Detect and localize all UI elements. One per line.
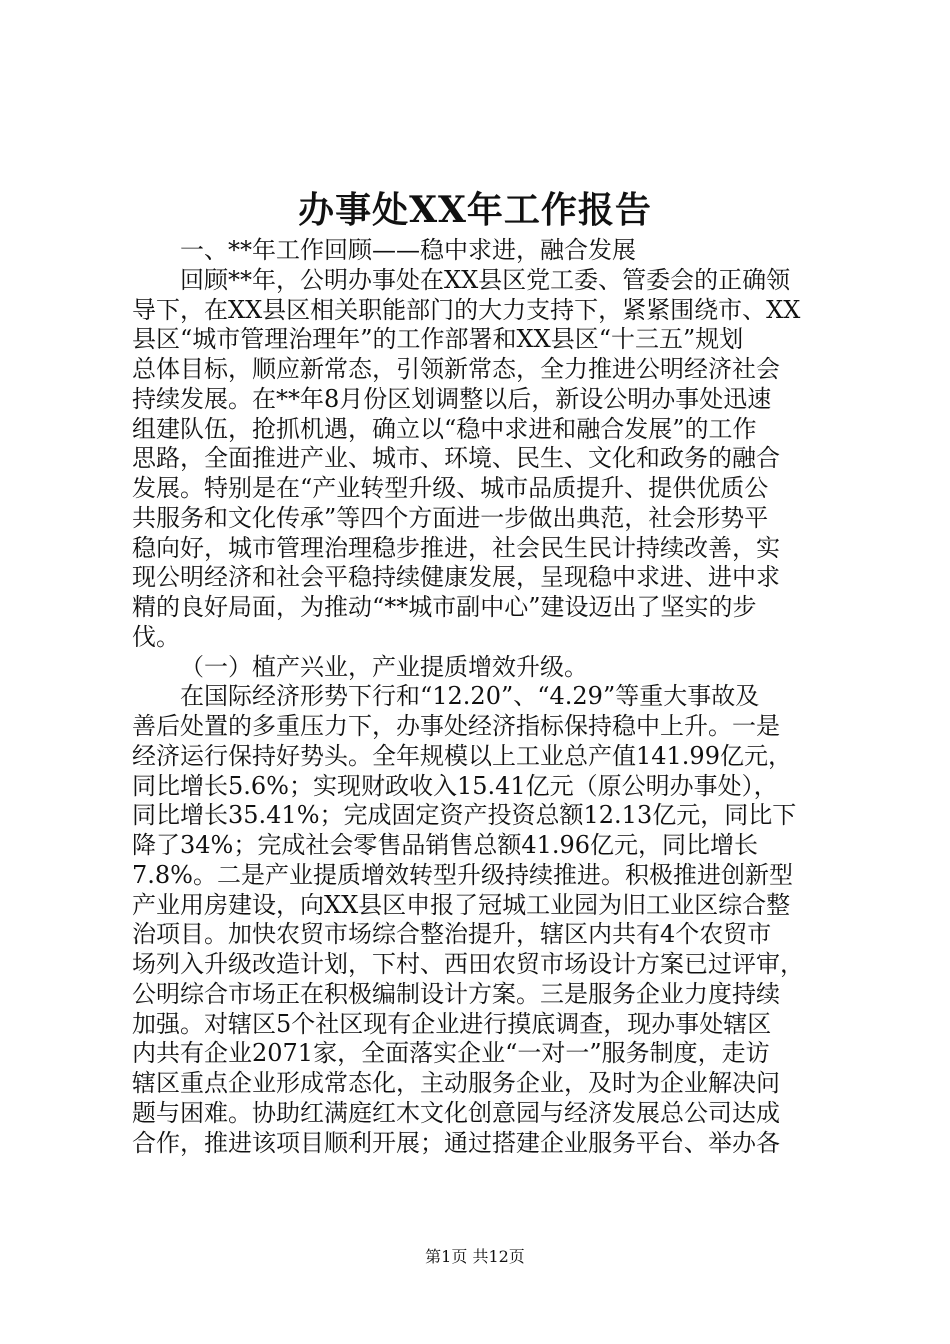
body-line: 共服务和文化传承”等四个方面进一步做出典范，社会形势平 [132, 503, 769, 532]
body-line: 导下，在XX县区相关职能部门的大力支持下，紧紧围绕市、XX [132, 295, 801, 324]
document-title: 办事处XX年工作报告 [298, 189, 652, 231]
body-line: 县区“城市管理治理年”的工作部署和XX县区“十三五”规划 [132, 325, 744, 354]
page-footer: 第1页 共12页 [425, 1247, 525, 1266]
body-line: 在国际经济形势下行和“12.20”、“4.29”等重大事故及 [180, 682, 760, 711]
body-line: 精的良好局面，为推动“**城市副中心”建设迈出了坚实的步 [132, 593, 757, 621]
body-line: 加强。对辖区5个社区现有企业进行摸底调查，现办事处辖区 [132, 1009, 772, 1038]
body-line: 题与困难。协助红满庭红木文化创意园与经济发展总公司达成 [132, 1098, 780, 1127]
body-line: 同比增长35.41%；完成固定资产投资总额12.13亿元，同比下 [132, 801, 797, 830]
body-line: 7.8%。二是产业提质增效转型升级持续推进。积极推进创新型 [132, 860, 793, 889]
body-line: 发展。特别是在“产业转型升级、城市品质提升、提供优质公 [132, 474, 769, 502]
body-line: 组建队伍，抢抓机遇，确立以“稳中求进和融合发展”的工作 [132, 414, 757, 443]
body-line: 一、**年工作回顾——稳中求进，融合发展 [180, 236, 636, 264]
body-line: 稳向好，城市管理治理稳步推进，社会民生民计持续改善，实 [132, 533, 780, 562]
body-line: 场列入升级改造计划，下村、西田农贸市场设计方案已过评审， [132, 950, 804, 978]
body-line: 治项目。加快农贸市场综合整治提升，辖区内共有4个农贸市 [132, 920, 772, 949]
body-line: 伐。 [132, 622, 180, 651]
document-body [132, 236, 832, 1158]
body-line: 经济运行保持好势头。全年规模以上工业总产值141.99亿元， [132, 741, 792, 770]
body-line: 现公明经济和社会平稳持续健康发展，呈现稳中求进、进中求 [132, 563, 780, 592]
body-line: 降了34%；完成社会零售品销售总额41.96亿元，同比增长 [132, 831, 759, 859]
body-line: 思路，全面推进产业、城市、环境、民生、文化和政务的融合 [132, 444, 780, 473]
body-line: 公明综合市场正在积极编制设计方案。三是服务企业力度持续 [132, 979, 780, 1008]
body-line: 持续发展。在**年8月份区划调整以后，新设公明办事处迅速 [132, 384, 772, 413]
body-line: 回顾**年，公明办事处在XX县区党工委、管委会的正确领 [180, 265, 791, 294]
body-line: 合作，推进该项目顺利开展；通过搭建企业服务平台、举办各 [132, 1128, 780, 1157]
body-line: 产业用房建设，向XX县区申报了冠城工业园为旧工业区综合整 [132, 890, 791, 919]
body-line: 同比增长5.6%；实现财政收入15.41亿元（原公明办事处）， [132, 771, 778, 800]
body-line: 总体目标，顺应新常态，引领新常态，全力推进公明经济社会 [132, 355, 780, 383]
body-line: 内共有企业2071家，全面落实企业“一对一”服务制度，走访 [132, 1039, 770, 1068]
body-line: 辖区重点企业形成常态化，主动服务企业，及时为企业解决问 [132, 1069, 780, 1097]
body-line: 善后处置的多重压力下，办事处经济指标保持稳中上升。一是 [132, 712, 780, 740]
body-line: （一）植产兴业，产业提质增效升级。 [180, 652, 588, 681]
